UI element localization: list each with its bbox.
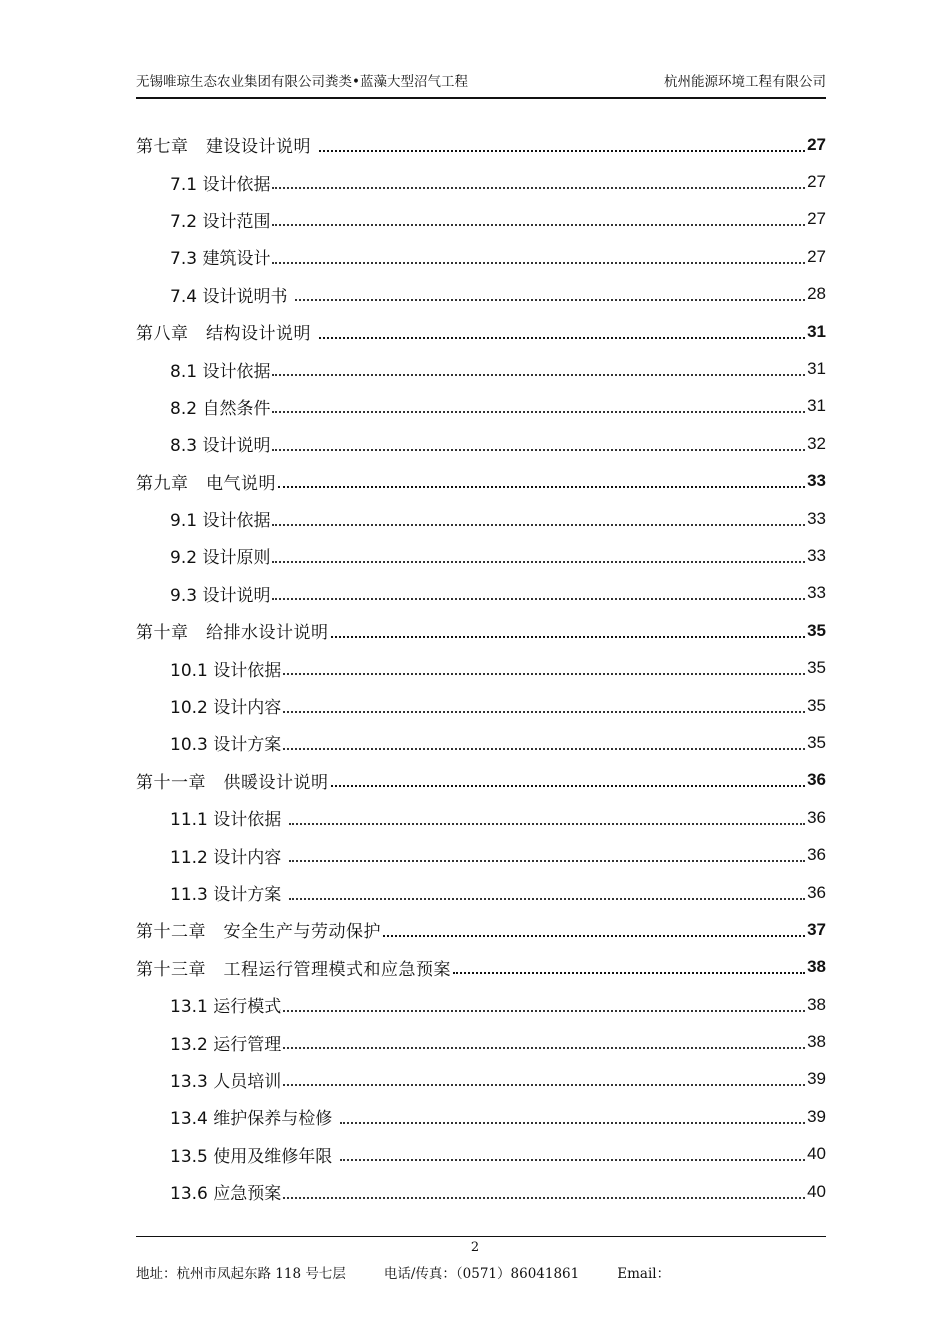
toc-entry-title: 11.2 设计内容 <box>170 847 287 868</box>
toc-dot-leader <box>331 785 806 787</box>
toc-entry-title: 9.3 设计说明 <box>170 585 271 606</box>
toc-entry-title: 10.1 设计依据 <box>170 660 282 681</box>
toc-section-entry[interactable] <box>136 575 826 612</box>
toc-dot-leader <box>272 598 805 600</box>
toc-entry-page: 35 <box>807 658 826 678</box>
toc-dot-leader <box>283 711 805 713</box>
toc-entry-title: 11.1 设计依据 <box>170 810 287 831</box>
toc-section-entry[interactable] <box>136 163 826 200</box>
toc-entry-page: 36 <box>807 882 826 902</box>
toc-section-entry[interactable] <box>136 350 826 387</box>
toc-dot-leader <box>272 561 805 563</box>
toc-entry-title: 13.6 应急预案 <box>170 1184 282 1205</box>
toc-entry-page: 39 <box>807 1069 826 1089</box>
toc-dot-leader <box>319 337 805 339</box>
toc-dot-leader <box>272 262 805 264</box>
toc-section-entry[interactable] <box>136 1173 826 1210</box>
toc-entry-title: 7.4 设计说明书 <box>170 286 293 307</box>
toc-entry-title: 第十一章 供暖设计说明 <box>136 772 329 793</box>
toc-entry-title: 13.5 使用及维修年限 <box>170 1146 338 1167</box>
toc-chapter-entry[interactable] <box>136 612 826 649</box>
toc-entry-page: 37 <box>807 919 826 939</box>
toc-entry-page: 40 <box>807 1144 826 1164</box>
toc-dot-leader <box>289 823 805 825</box>
toc-entry-title: 13.1 运行模式 <box>170 997 282 1018</box>
toc-dot-leader <box>453 972 805 974</box>
toc-entry-page: 31 <box>807 396 826 416</box>
toc-entry-page: 38 <box>807 994 826 1014</box>
toc-dot-leader <box>383 935 805 937</box>
toc-entry-page: 36 <box>807 845 826 865</box>
toc-entry-title: 第八章 结构设计说明 <box>136 324 317 345</box>
toc-entry-page: 31 <box>807 321 826 341</box>
toc-dot-leader <box>289 898 805 900</box>
toc-dot-leader <box>272 449 805 451</box>
toc-entry-page: 39 <box>807 1106 826 1126</box>
toc-chapter-entry[interactable] <box>136 313 826 350</box>
toc-section-entry[interactable] <box>136 1098 826 1135</box>
toc-entry-page: 32 <box>807 433 826 453</box>
toc-chapter-entry[interactable] <box>136 949 826 986</box>
toc-section-entry[interactable] <box>136 799 826 836</box>
toc-section-entry[interactable] <box>136 986 826 1023</box>
toc-entry-page: 38 <box>807 957 826 977</box>
toc-entry-title: 13.3 人员培训 <box>170 1071 282 1092</box>
toc-entry-title: 8.1 设计依据 <box>170 361 271 382</box>
toc-chapter-entry[interactable] <box>136 911 826 948</box>
toc-entry-page: 35 <box>807 620 826 640</box>
toc-chapter-entry[interactable] <box>136 762 826 799</box>
toc-section-entry[interactable] <box>136 874 826 911</box>
toc-dot-leader <box>283 1084 805 1086</box>
toc-entry-title: 7.3 建筑设计 <box>170 249 271 270</box>
toc-section-entry[interactable] <box>136 649 826 686</box>
toc-section-entry[interactable] <box>136 1023 826 1060</box>
toc-entry-page: 27 <box>807 209 826 229</box>
toc-dot-leader <box>283 1197 805 1199</box>
toc-entry-page: 33 <box>807 545 826 565</box>
toc-dot-leader <box>272 374 805 376</box>
toc-entry-title: 第九章 电气说明 <box>136 473 276 494</box>
toc-entry-title: 13.4 维护保养与检修 <box>170 1109 338 1130</box>
header-divider <box>136 97 826 99</box>
toc-entry-page: 36 <box>807 770 826 790</box>
toc-section-entry[interactable] <box>136 1136 826 1173</box>
toc-section-entry[interactable] <box>136 388 826 425</box>
toc-dot-leader <box>283 673 805 675</box>
toc-entry-page: 33 <box>807 583 826 603</box>
toc-entry-title: 9.1 设计依据 <box>170 511 271 532</box>
toc-dot-leader <box>272 187 805 189</box>
toc-entry-title: 8.3 设计说明 <box>170 436 271 457</box>
toc-dot-leader <box>272 224 805 226</box>
toc-chapter-entry[interactable] <box>136 463 826 500</box>
footer-address: 地址：杭州市凤起东路 118 号七层 <box>136 1266 346 1282</box>
toc-entry-page: 31 <box>807 359 826 379</box>
toc-entry-page: 40 <box>807 1181 826 1201</box>
toc-dot-leader <box>272 524 805 526</box>
toc-dot-leader <box>283 1010 805 1012</box>
toc-entry-title: 9.2 设计原则 <box>170 548 271 569</box>
toc-entry-title: 7.1 设计依据 <box>170 174 271 195</box>
toc-entry-page: 27 <box>807 246 826 266</box>
toc-entry-title: 8.2 自然条件 <box>170 398 271 419</box>
toc-dot-leader <box>340 1122 805 1124</box>
toc-entry-title: 13.2 运行管理 <box>170 1034 282 1055</box>
toc-entry-title: 第十章 给排水设计说明 <box>136 623 329 644</box>
toc-entry-page: 33 <box>807 471 826 491</box>
toc-dot-leader <box>283 748 805 750</box>
toc-section-entry[interactable] <box>136 425 826 462</box>
toc-entry-title: 10.3 设计方案 <box>170 735 282 756</box>
toc-dot-leader <box>278 486 805 488</box>
toc-entry-title: 7.2 设计范围 <box>170 211 271 232</box>
toc-section-entry[interactable] <box>136 1061 826 1098</box>
footer-email: Email： <box>617 1266 671 1282</box>
footer-divider <box>136 1236 826 1237</box>
toc-section-entry[interactable] <box>136 836 826 873</box>
toc-dot-leader <box>289 860 805 862</box>
toc-entry-page: 35 <box>807 732 826 752</box>
toc-entry-title: 第十三章 工程运行管理模式和应急预案 <box>136 959 451 980</box>
toc-section-entry[interactable] <box>136 201 826 238</box>
toc-entry-title: 第十二章 安全生产与劳动保护 <box>136 922 381 943</box>
header-project-title: 无锡唯琼生态农业集团有限公司粪类•蓝藻大型沼气工程 <box>136 74 468 90</box>
toc-dot-leader <box>331 636 806 638</box>
header-company-name: 杭州能源环境工程有限公司 <box>664 74 826 90</box>
toc-section-entry[interactable] <box>136 238 826 275</box>
toc-section-entry[interactable] <box>136 276 826 313</box>
toc-entry-page: 35 <box>807 695 826 715</box>
footer-phone: 电话/传真：（0571）86041861 <box>383 1266 580 1282</box>
toc-entry-page: 28 <box>807 284 826 304</box>
toc-entry-title: 第七章 建设设计说明 <box>136 137 317 158</box>
toc-dot-leader <box>283 1047 805 1049</box>
toc-entry-page: 27 <box>807 172 826 192</box>
toc-entry-page: 33 <box>807 508 826 528</box>
toc-entry-page: 38 <box>807 1032 826 1052</box>
toc-entry-page: 36 <box>807 807 826 827</box>
toc-chapter-entry[interactable] <box>136 126 826 163</box>
toc-section-entry[interactable] <box>136 500 826 537</box>
toc-dot-leader <box>295 299 805 301</box>
toc-dot-leader <box>319 150 805 152</box>
toc-section-entry[interactable] <box>136 537 826 574</box>
toc-entry-page: 27 <box>807 134 826 154</box>
page-number: 2 <box>470 1240 480 1255</box>
toc-entry-title: 11.3 设计方案 <box>170 885 287 905</box>
toc-entry-title: 10.2 设计内容 <box>170 698 282 719</box>
table-of-contents <box>136 126 826 1210</box>
toc-section-entry[interactable] <box>136 687 826 724</box>
toc-section-entry[interactable] <box>136 724 826 761</box>
page-header <box>136 70 826 94</box>
toc-dot-leader <box>340 1159 805 1161</box>
toc-dot-leader <box>272 411 805 413</box>
page-footer <box>136 1262 708 1282</box>
